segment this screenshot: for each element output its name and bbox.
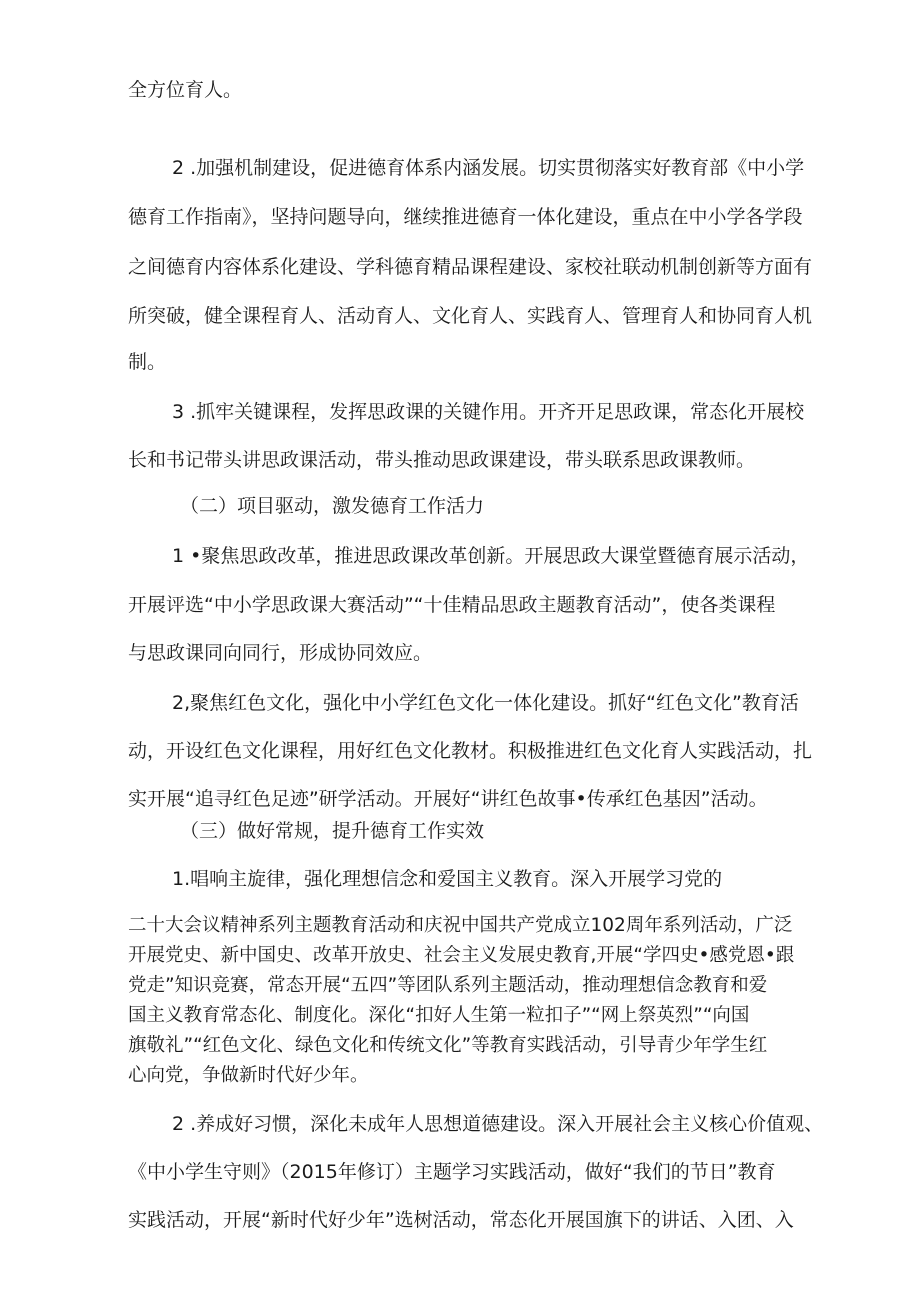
text-line: 2 .养成好习惯，深化未成年人思想道德建设。深入开展社会主义核心价值观、 [172,1113,824,1135]
text-line: 实开展“追寻红色足迹”研学活动。开展好“讲红色故事•传承红色基因”活动。 [128,788,768,810]
text-line: 1 •聚焦思政改革，推进思政课改革创新。开展思政大课堂暨德育展示活动， [172,545,810,567]
text-line: 二十大会议精神系列主题教育活动和庆祝中国共产党成立102周年系列活动，广泛 [128,915,793,936]
text-line: 与思政课同向同行，形成协同效应。 [128,642,433,664]
text-line: 所突破，健全课程育人、活动育人、文化育人、实践育人、管理育人和协同育人机 [128,305,813,327]
text-line: 旗敬礼”“红色文化、绿色文化和传统文化”等教育实践活动，引导青少年学生红 [128,1035,768,1056]
section-heading: （二）项目驱动，激发德育工作活力 [180,495,485,517]
text-line: 开展评选“中小学思政课大赛活动”“十佳精品思政主题教育活动”，使各类课程 [128,594,776,616]
text-line: 心向党，争做新时代好少年。 [128,1065,369,1086]
text-line: 动，开设红色文化课程，用好红色文化教材。积极推进红色文化育人实践活动，扎 [128,740,813,762]
text-line: 2,聚焦红色文化，强化中小学红色文化一体化建设。抓好“红色文化”教育活 [172,692,799,714]
text-line: 国主义教育常态化、制度化。深化“扣好人生第一粒扣子”“网上祭英烈”“向国 [128,1005,750,1026]
text-line: 全方位育人。 [128,79,243,101]
text-line: 实践活动，开展“新时代好少年”选树活动，常态化开展国旗下的讲话、入团、入 [128,1209,794,1231]
text-line: 制。 [128,351,167,373]
text-line: 3 .抓牢关键课程，发挥思政课的关键作用。开齐开足思政课，常态化开展校 [172,401,805,423]
text-line: 之间德育内容体系化建设、学科德育精品课程建设、家校社联动机制创新等方面有 [128,256,813,278]
text-line: 党走”知识竞赛，常态开展“五四”等团队系列主题活动，推动理想信念教育和爱 [128,975,768,996]
text-line: 德育工作指南》，坚持问题导向，继续推进德育一体化建设，重点在中小学各学段 [128,206,803,228]
text-line: 《中小学生守则》（2015年修订）主题学习实践活动，做好“我们的节日”教育 [128,1161,776,1183]
text-line: 2 .加强机制建设，促进德育体系内涵发展。切实贯彻落实好教育部《中小学 [172,157,805,179]
text-line: 长和书记带头讲思政课活动，带头推动思政课建设，带头联系思政课教师。 [128,449,756,471]
text-line: 1.唱响主旋律，强化理想信念和爱国主义教育。深入开展学习党的 [172,868,723,890]
section-heading: （三）做好常规，提升德育工作实效 [180,820,485,842]
text-line: 开展党史、新中国史、改革开放史、社会主义发展史教育,开展“学四史•感党恩•跟 [128,945,795,966]
